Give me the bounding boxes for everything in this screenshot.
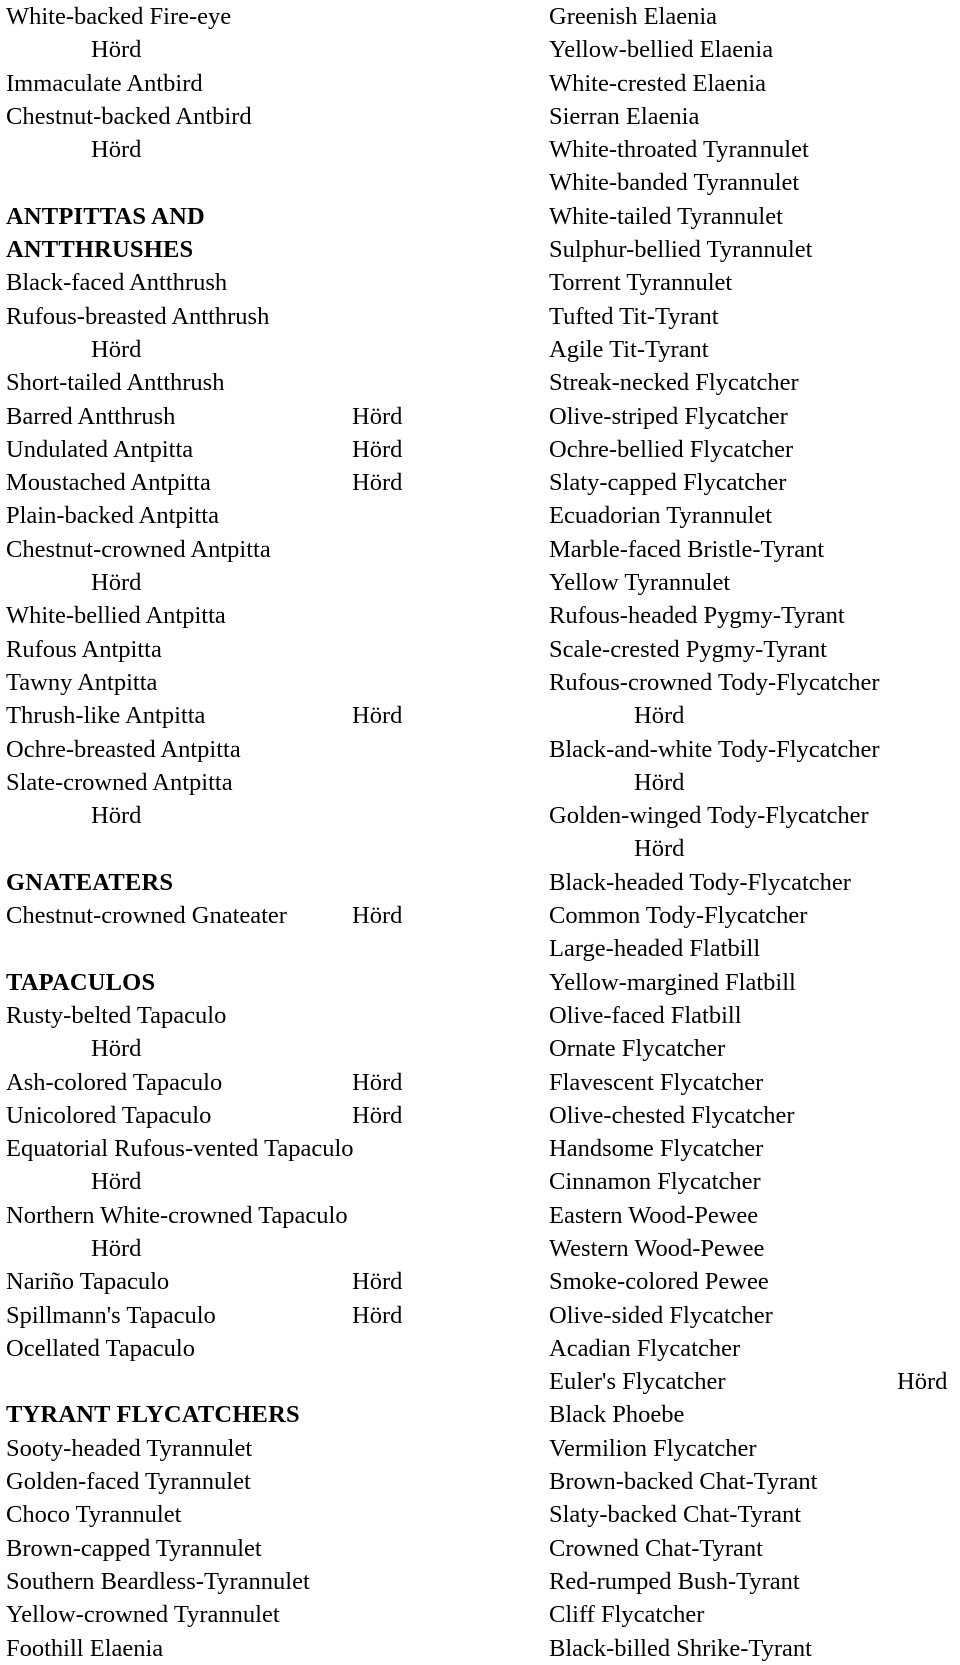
species-line — [549, 400, 959, 433]
species-line — [6, 1199, 426, 1232]
heard-label: Hörd — [352, 469, 403, 497]
species-name: Golden-faced Tyrannulet — [6, 1468, 251, 1496]
species-line — [549, 899, 959, 932]
species-name: Moustached Antpitta — [6, 469, 211, 497]
species-line — [549, 1465, 959, 1498]
species-line — [549, 666, 959, 699]
species-name: Ocellated Tapaculo — [6, 1334, 195, 1362]
species-line — [549, 1565, 959, 1598]
species-name: Equatorial Rufous-vented Tapaculo — [6, 1135, 354, 1163]
species-name: Olive-striped Flycatcher — [549, 402, 788, 430]
right-column — [549, 0, 959, 1665]
species-name: Unicolored Tapaculo — [6, 1101, 212, 1129]
species-line — [6, 300, 426, 333]
species-name: Marble-faced Bristle-Tyrant — [549, 535, 825, 563]
species-name: Handsome Flycatcher — [549, 1135, 764, 1163]
species-line — [6, 733, 426, 766]
species-name: Southern Beardless-Tyrannulet — [6, 1567, 310, 1595]
heard-label: Hörd — [91, 569, 142, 597]
species-line — [6, 1598, 426, 1631]
species-line — [6, 0, 426, 33]
species-line — [549, 733, 959, 766]
species-name: Yellow Tyrannulet — [549, 569, 731, 597]
species-name: Yellow-margined Flatbill — [549, 968, 796, 996]
species-name: Black Phoebe — [549, 1401, 685, 1429]
species-name: Rufous-breasted Antthrush — [6, 302, 270, 330]
species-line — [6, 1332, 426, 1365]
species-name: White-banded Tyrannulet — [549, 169, 800, 197]
species-name: Short-tailed Antthrush — [6, 369, 225, 397]
species-line — [6, 1465, 426, 1498]
section-heading — [6, 966, 426, 999]
species-name: Olive-faced Flatbill — [549, 1001, 742, 1029]
species-name: Torrent Tyrannulet — [549, 269, 733, 297]
species-line — [6, 266, 426, 299]
species-line — [549, 566, 959, 599]
heard-label: Hörd — [352, 902, 403, 930]
heard-label: Hörd — [352, 1301, 403, 1329]
species-name: White-backed Fire-eye — [6, 3, 232, 30]
species-line — [549, 932, 959, 965]
species-name: Olive-chested Flycatcher — [549, 1101, 795, 1129]
species-line — [549, 1632, 959, 1665]
species-name: White-throated Tyrannulet — [549, 136, 809, 164]
species-name: Ecuadorian Tyrannulet — [549, 502, 773, 530]
species-name: Yellow-bellied Elaenia — [549, 36, 774, 64]
species-line — [549, 633, 959, 666]
heard-marker-line — [6, 799, 426, 832]
species-line — [549, 1099, 959, 1132]
heard-label: Hörd — [352, 702, 403, 730]
species-line — [549, 1532, 959, 1565]
species-line — [549, 1165, 959, 1198]
species-name: Scale-crested Pygmy-Tyrant — [549, 635, 827, 663]
species-name: Red-rumped Bush-Tyrant — [549, 1567, 800, 1595]
heard-label: Hörd — [352, 435, 403, 463]
species-name: Black-headed Tody-Flycatcher — [549, 868, 851, 896]
species-name: Ochre-bellied Flycatcher — [549, 435, 794, 463]
species-line — [549, 1066, 959, 1099]
species-line — [549, 233, 959, 266]
species-line — [549, 999, 959, 1032]
section-heading-text: ANTTHRUSHES — [6, 236, 194, 264]
species-line — [549, 1598, 959, 1631]
species-line — [6, 1099, 426, 1132]
species-line — [6, 699, 426, 732]
species-name: Olive-sided Flycatcher — [549, 1301, 773, 1329]
species-line — [549, 533, 959, 566]
species-name: Spillmann's Tapaculo — [6, 1301, 216, 1329]
species-name: Yellow-crowned Tyrannulet — [6, 1601, 280, 1629]
species-name: Agile Tit-Tyrant — [549, 335, 709, 363]
blank-line — [6, 166, 426, 199]
heard-label: Hörd — [352, 1068, 403, 1096]
heard-label: Hörd — [634, 768, 685, 796]
species-line — [6, 67, 426, 100]
species-name: Ash-colored Tapaculo — [6, 1068, 223, 1096]
species-name: Large-headed Flatbill — [549, 935, 761, 963]
species-name: Golden-winged Tody-Flycatcher — [549, 802, 869, 830]
species-name: Nariño Tapaculo — [6, 1268, 170, 1296]
heard-label: Hörd — [91, 802, 142, 830]
species-line — [549, 33, 959, 66]
species-name: Acadian Flycatcher — [549, 1334, 741, 1362]
species-name: Ochre-breasted Antpitta — [6, 735, 241, 763]
species-name: White-crested Elaenia — [549, 69, 766, 97]
species-line — [549, 0, 959, 33]
species-line — [549, 966, 959, 999]
heard-marker-line — [6, 133, 426, 166]
species-name: Brown-backed Chat-Tyrant — [549, 1468, 818, 1496]
species-line — [6, 366, 426, 399]
species-line — [549, 466, 959, 499]
section-heading-text: ANTPITTAS AND — [6, 202, 205, 230]
species-line — [6, 1632, 426, 1665]
species-name: Black-faced Antthrush — [6, 269, 228, 297]
species-line — [6, 1532, 426, 1565]
species-line — [549, 799, 959, 832]
species-line — [6, 1066, 426, 1099]
species-name: Tufted Tit-Tyrant — [549, 302, 719, 330]
left-column — [6, 0, 426, 1665]
species-name: Tawny Antpitta — [6, 668, 158, 696]
species-name: Rusty-belted Tapaculo — [6, 1001, 227, 1029]
species-line — [549, 1265, 959, 1298]
heard-label: Hörd — [91, 136, 142, 164]
species-line — [549, 166, 959, 199]
species-line — [549, 1498, 959, 1531]
species-line — [6, 766, 426, 799]
species-name: Ornate Flycatcher — [549, 1035, 726, 1063]
species-line — [6, 499, 426, 532]
species-line — [549, 1398, 959, 1431]
species-line — [6, 1299, 426, 1332]
species-name: Cinnamon Flycatcher — [549, 1168, 761, 1196]
species-line — [549, 866, 959, 899]
species-name: Choco Tyrannulet — [6, 1501, 182, 1529]
species-line — [549, 499, 959, 532]
species-name: Slate-crowned Antpitta — [6, 768, 233, 796]
heard-marker-line — [6, 566, 426, 599]
species-line — [549, 366, 959, 399]
species-line — [549, 333, 959, 366]
heard-label: Hörd — [897, 1368, 948, 1396]
heard-marker-line — [6, 333, 426, 366]
species-name: Crowned Chat-Tyrant — [549, 1534, 763, 1562]
species-name: Chestnut-backed Antbird — [6, 102, 252, 130]
species-line — [549, 599, 959, 632]
heard-marker-line — [6, 1165, 426, 1198]
species-name: Chestnut-crowned Gnateater — [6, 902, 287, 930]
species-name: Black-billed Shrike-Tyrant — [549, 1634, 812, 1662]
species-line — [549, 1299, 959, 1332]
species-line — [6, 433, 426, 466]
species-line — [549, 100, 959, 133]
blank-line — [6, 932, 426, 965]
species-name: Western Wood-Pewee — [549, 1234, 765, 1262]
species-name: Brown-capped Tyrannulet — [6, 1534, 262, 1562]
blank-line — [6, 1365, 426, 1398]
species-line — [549, 133, 959, 166]
species-line — [6, 1132, 426, 1165]
species-line — [6, 599, 426, 632]
species-line — [549, 266, 959, 299]
species-line — [6, 400, 426, 433]
section-heading — [6, 866, 426, 899]
heard-label: Hörd — [634, 702, 685, 730]
species-line — [549, 67, 959, 100]
species-name: Greenish Elaenia — [549, 3, 718, 30]
heard-label: Hörd — [352, 402, 403, 430]
species-line — [6, 899, 426, 932]
species-line — [6, 1265, 426, 1298]
species-name: Rufous Antpitta — [6, 635, 162, 663]
species-name: Rufous-crowned Tody-Flycatcher — [549, 668, 880, 696]
species-line — [6, 466, 426, 499]
species-line — [6, 1432, 426, 1465]
species-line — [549, 1199, 959, 1232]
section-heading — [6, 1398, 426, 1431]
heard-marker-line — [6, 1032, 426, 1065]
species-name: Northern White-crowned Tapaculo — [6, 1201, 348, 1229]
species-line — [6, 633, 426, 666]
heard-marker-line — [549, 699, 959, 732]
species-line — [549, 1232, 959, 1265]
species-line — [6, 1498, 426, 1531]
species-name: Rufous-headed Pygmy-Tyrant — [549, 602, 845, 630]
species-line — [549, 1132, 959, 1165]
species-name: Vermilion Flycatcher — [549, 1434, 757, 1462]
species-name: Black-and-white Tody-Flycatcher — [549, 735, 880, 763]
heard-label: Hörd — [352, 1268, 403, 1296]
species-line — [6, 1565, 426, 1598]
species-name: Smoke-colored Pewee — [549, 1268, 769, 1296]
species-name: Eastern Wood-Pewee — [549, 1201, 759, 1229]
section-heading — [6, 200, 426, 233]
species-line — [6, 100, 426, 133]
species-line — [549, 1332, 959, 1365]
heard-label: Hörd — [91, 1035, 142, 1063]
heard-marker-line — [6, 1232, 426, 1265]
heard-label: Hörd — [352, 1101, 403, 1129]
section-heading-text: TAPACULOS — [6, 968, 156, 996]
heard-label: Hörd — [634, 835, 685, 863]
species-line — [549, 200, 959, 233]
species-name: Cliff Flycatcher — [549, 1601, 705, 1629]
heard-label: Hörd — [91, 1234, 142, 1262]
species-name: Foothill Elaenia — [6, 1634, 164, 1662]
species-name: Slaty-capped Flycatcher — [549, 469, 787, 497]
species-line — [549, 1432, 959, 1465]
species-line — [6, 533, 426, 566]
species-line — [549, 1365, 959, 1398]
section-heading-text: GNATEATERS — [6, 868, 174, 896]
species-name: Streak-necked Flycatcher — [549, 369, 799, 397]
species-name: Sulphur-bellied Tyrannulet — [549, 236, 813, 264]
species-line — [549, 300, 959, 333]
species-name: Chestnut-crowned Antpitta — [6, 535, 271, 563]
species-name: Plain-backed Antpitta — [6, 502, 219, 530]
species-name: Immaculate Antbird — [6, 69, 203, 97]
heard-label: Hörd — [91, 1168, 142, 1196]
species-name: Flavescent Flycatcher — [549, 1068, 764, 1096]
species-line — [549, 1032, 959, 1065]
heard-label: Hörd — [91, 36, 142, 64]
species-name: Common Tody-Flycatcher — [549, 902, 808, 930]
heard-marker-line — [6, 33, 426, 66]
species-name: Sooty-headed Tyrannulet — [6, 1434, 253, 1462]
species-name: Thrush-like Antpitta — [6, 702, 206, 730]
heard-label: Hörd — [91, 335, 142, 363]
heard-marker-line — [549, 766, 959, 799]
species-name: White-tailed Tyrannulet — [549, 202, 783, 230]
species-line — [6, 999, 426, 1032]
species-name: Barred Antthrush — [6, 402, 176, 430]
section-heading-text: TYRANT FLYCATCHERS — [6, 1401, 300, 1429]
species-name: Sierran Elaenia — [549, 102, 700, 130]
species-line — [549, 433, 959, 466]
species-line — [6, 666, 426, 699]
section-heading — [6, 233, 426, 266]
species-name: Undulated Antpitta — [6, 435, 194, 463]
species-name: White-bellied Antpitta — [6, 602, 226, 630]
heard-marker-line — [549, 832, 959, 865]
blank-line — [6, 832, 426, 865]
species-name: Euler's Flycatcher — [549, 1368, 726, 1396]
species-name: Slaty-backed Chat-Tyrant — [549, 1501, 802, 1529]
